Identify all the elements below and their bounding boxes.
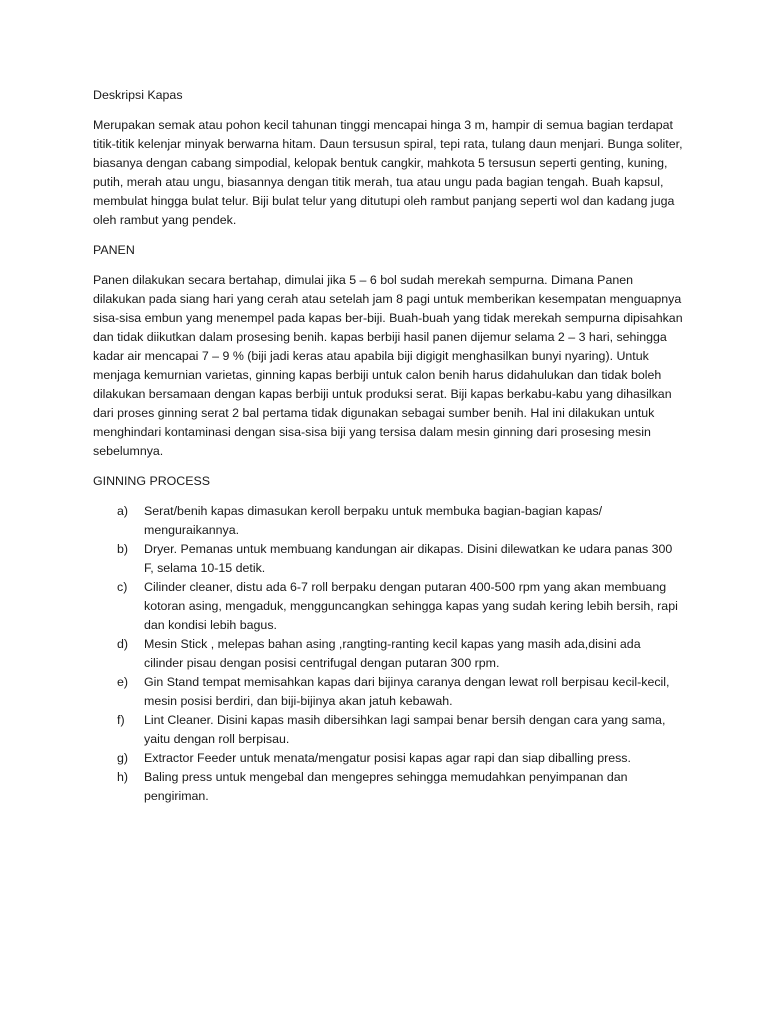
- ginning-heading: GINNING PROCESS: [93, 474, 211, 488]
- list-marker: g): [117, 751, 129, 765]
- list-item: [117, 768, 683, 806]
- list-item: [117, 749, 683, 768]
- list-text: Dryer. Pemanas untuk membuang kandungan air dikapas. Disini dilewatkan ke udara panas 300 F, selama 10-15 detik.: [144, 542, 673, 575]
- list-item: [117, 673, 683, 711]
- list-item: [117, 711, 683, 749]
- list-item: [117, 635, 683, 673]
- list-marker: c): [117, 580, 128, 594]
- list-text: Extractor Feeder untuk menata/mengatur posisi kapas agar rapi dan siap diballing press.: [144, 751, 631, 765]
- list-marker: b): [117, 542, 129, 556]
- list-text: Lint Cleaner. Disini kapas masih dibersihkan lagi sampai benar bersih dengan cara yang sama, yaitu dengan roll berpisau.: [144, 713, 666, 746]
- list-marker: f): [117, 713, 125, 727]
- list-marker: d): [117, 637, 129, 651]
- list-item: [117, 578, 683, 635]
- ginning-steps-list: [93, 502, 683, 806]
- list-text: Cilinder cleaner, distu ada 6-7 roll berpaku dengan putaran 400-500 rpm yang akan membuang kotoran asing, mengaduk, mengguncangkan sehingga kapas yang sudah kering lebih bersih, rapi dan kondisi lebih bagus.: [144, 580, 678, 632]
- list-text: Gin Stand tempat memisahkan kapas dari bijinya caranya dengan lewat roll berpisau kecil-kecil, mesin posisi berdiri, dan biji-bijinya akan jatuh kebawah.: [144, 675, 670, 708]
- list-text: Mesin Stick , melepas bahan asing ,rangting-ranting kecil kapas yang masih ada,disini ada cilinder pisau dengan posisi centrifugal dengan putaran 300 rpm.: [144, 637, 641, 670]
- list-item: [117, 502, 683, 540]
- document-title: Deskripsi Kapas: [93, 88, 183, 102]
- description-paragraph: Merupakan semak atau pohon kecil tahunan tinggi mencapai hinga 3 m, hampir di semua bagian terdapat titik-titik kelenjar minyak berwarna hitam. Daun tersusun spiral, tepi rata, tulang daun menjari. Bunga soliter, biasanya dengan cabang simpodial, kelopak bentuk cangkir, mahkota 5 tersusun seperti genting, kuning, putih, merah atau ungu, biasannya dengan titik merah, tua atau ungu pada bagian tengah. Buah kapsul, membulat hingga bulat telur. Biji bulat telur yang ditutupi oleh rambut panjang seperti wol dan kadang juga oleh rambut yang pendek.: [93, 118, 683, 227]
- list-item: [117, 540, 683, 578]
- list-marker: a): [117, 504, 129, 518]
- list-text: Serat/benih kapas dimasukan keroll berpaku untuk membuka bagian-bagian kapas/ menguraikannya.: [144, 504, 603, 537]
- document-page: [93, 86, 683, 806]
- list-marker: e): [117, 675, 129, 689]
- list-marker: h): [117, 770, 129, 784]
- list-text: Baling press untuk mengebal dan mengepres sehingga memudahkan penyimpanan dan pengiriman.: [144, 770, 628, 803]
- panen-heading: PANEN: [93, 243, 135, 257]
- panen-paragraph: Panen dilakukan secara bertahap, dimulai jika 5 – 6 bol sudah merekah sempurna. Dimana Panen dilakukan pada siang hari yang cerah atau setelah jam 8 pagi untuk memberikan kesempatan menguapnya sisa-sisa embun yang menempel pada kapas ber-biji. Buah-buah yang tidak merekah sempurna dipisahkan dan tidak diikutkan dalam prosesing benih. kapas berbiji hasil panen dijemur selama 2 – 3 hari, sehingga kadar air mencapai 7 – 9 % (biji jadi keras atau apabila biji digigit menghasilkan bunyi nyaring). Untuk menjaga kemurnian varietas, ginning kapas berbiji untuk calon benih harus didahulukan dan tidak boleh dilakukan bersamaan dengan kapas berbiji untuk produksi serat. Biji kapas berkabu-kabu yang dihasilkan dari proses ginning serat 2 bal pertama tidak digunakan sebagai sumber benih. Hal ini dilakukan untuk menghindari kontaminasi dengan sisa-sisa biji yang tersisa dalam mesin ginning dari prosesing mesin sebelumnya.: [93, 273, 683, 458]
